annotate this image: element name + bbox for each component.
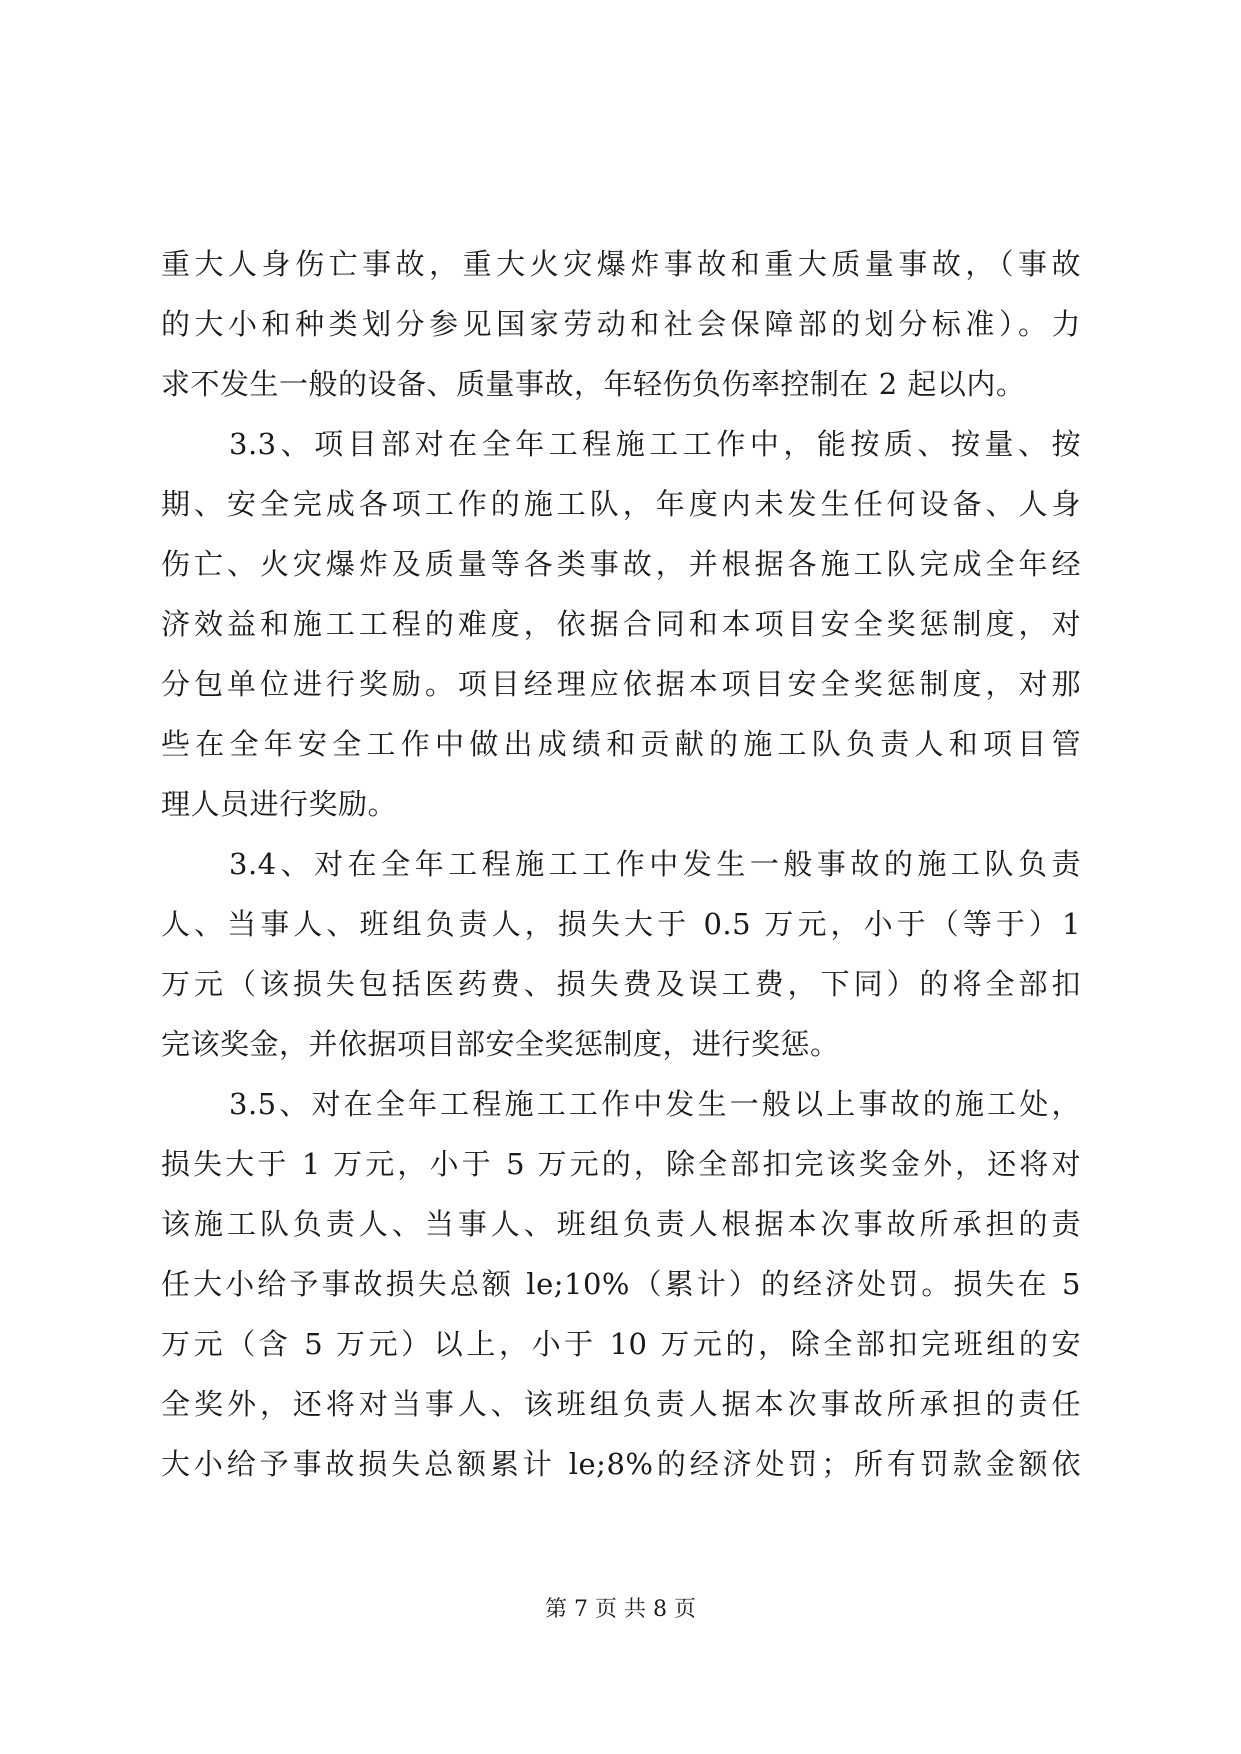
text-line: 损失大于 1 万元，小于 5 万元的，除全部扣完该奖金外，还将对 — [161, 1147, 1081, 1181]
text-line: 求不发生一般的设备、质量事故，年轻伤负伤率控制在 2 起以内。 — [161, 367, 1026, 401]
text-line: 完该奖金，并依据项目部安全奖惩制度，进行奖惩。 — [161, 1027, 840, 1061]
text-line: 全奖外，还将对当事人、该班组负责人据本次事故所承担的责任 — [161, 1387, 1081, 1421]
page-number-footer: 第 7 页 共 8 页 — [545, 1597, 696, 1622]
text-line: 万元（该损失包括医药费、损失费及误工费，下同）的将全部扣 — [161, 967, 1081, 1001]
text-line: 人、当事人、班组负责人，损失大于 0.5 万元，小于（等于）1 — [161, 907, 1081, 941]
text-line: 理人员进行奖励。 — [161, 787, 398, 821]
paragraph-3-5-first-line: 3.5、对在全年工程施工工作中发生一般以上事故的施工处， — [229, 1087, 1081, 1121]
text-line: 济效益和施工工程的难度，依据合同和本项目安全奖惩制度，对 — [161, 607, 1081, 641]
text-line: 任大小给予事故损失总额 le;10%（累计）的经济处罚。损失在 5 — [161, 1267, 1081, 1301]
text-line: 期、安全完成各项工作的施工队，年度内未发生任何设备、人身 — [161, 487, 1081, 521]
text-line: 重大人身伤亡事故，重大火灾爆炸事故和重大质量事故，（事故 — [161, 247, 1081, 281]
text-line: 伤亡、火灾爆炸及质量等各类事故，并根据各施工队完成全年经 — [161, 547, 1081, 581]
text-line: 的大小和种类划分参见国家劳动和社会保障部的划分标准）。力 — [161, 307, 1081, 341]
paragraph-3-3-first-line: 3.3、项目部对在全年工程施工工作中，能按质、按量、按 — [229, 427, 1081, 461]
text-line: 该施工队负责人、当事人、班组负责人根据本次事故所承担的责 — [161, 1207, 1081, 1241]
text-line: 大小给予事故损失总额累计 le;8%的经济处罚；所有罚款金额依 — [161, 1447, 1081, 1481]
text-line: 分包单位进行奖励。项目经理应依据本项目安全奖惩制度，对那 — [161, 667, 1081, 701]
paragraph-3-4-first-line: 3.4、对在全年工程施工工作中发生一般事故的施工队负责 — [229, 847, 1081, 881]
text-line: 些在全年安全工作中做出成绩和贡献的施工队负责人和项目管 — [161, 727, 1081, 761]
body-text — [161, 234, 1081, 1494]
text-line: 万元（含 5 万元）以上，小于 10 万元的，除全部扣完班组的安 — [161, 1327, 1081, 1361]
